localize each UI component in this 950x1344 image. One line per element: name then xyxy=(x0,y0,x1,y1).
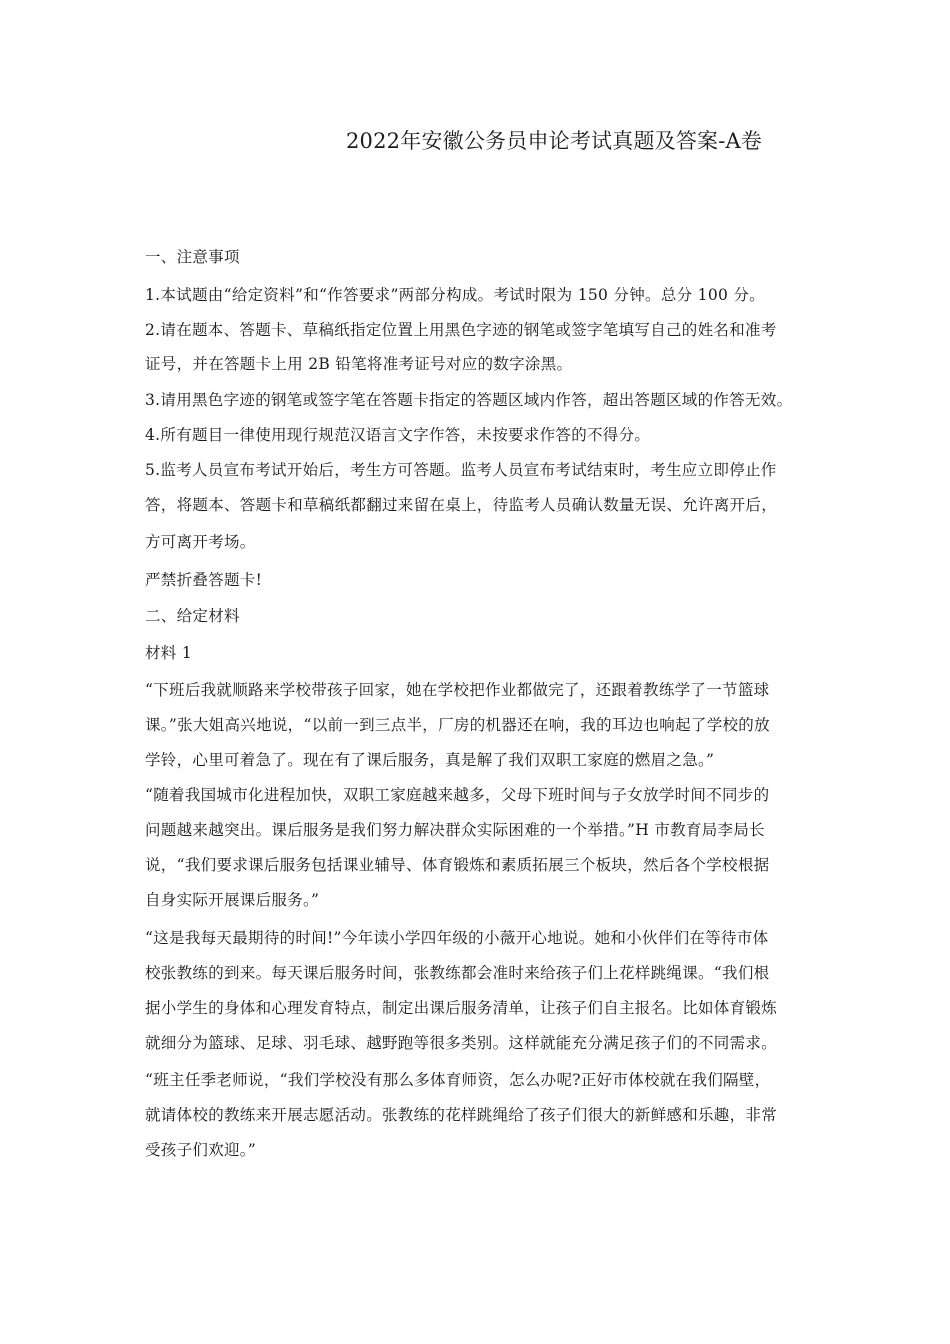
paragraph-line: 1.本试题由“给定资料”和“作答要求”两部分构成。考试时限为 150 分钟。总分 100 分。 xyxy=(145,286,765,304)
paragraph-line: 5.监考人员宣布考试开始后，考生方可答题。监考人员宣布考试结束时，考生应立即停止作 xyxy=(145,461,777,479)
paragraph-line: “下班后我就顺路来学校带孩子回家，她在学校把作业都做完了，还跟着教练学了一节篮球 xyxy=(145,681,770,699)
paragraph-line: 2.请在题本、答题卡、草稿纸指定位置上用黑色字迹的钢笔或签字笔填写自己的姓名和准考 xyxy=(145,321,777,339)
paragraph-line: 说，“我们要求课后服务包括课业辅导、体育锻炼和素质拓展三个板块，然后各个学校根据 xyxy=(145,856,770,874)
section-heading-notes: 一、注意事项 xyxy=(145,248,240,266)
paragraph-line: 自身实际开展课后服务。” xyxy=(145,891,320,909)
paragraph-line: “班主任季老师说，“我们学校没有那么多体育师资，怎么办呢?正好市体校就在我们隔壁， xyxy=(145,1071,771,1089)
paragraph-line: 4.所有题目一律使用现行规范汉语言文字作答，未按要求作答的不得分。 xyxy=(145,426,651,444)
paragraph-line: 严禁折叠答题卡! xyxy=(145,571,263,589)
paragraph-line: 据小学生的身体和心理发育特点，制定出课后服务清单，让孩子们自主报名。比如体育锻炼 xyxy=(145,999,778,1017)
paragraph-line: “这是我每天最期待的时间!”今年读小学四年级的小薇开心地说。她和小伙伴们在等待市体 xyxy=(145,929,769,947)
paragraph-line: 3.请用黑色字迹的钢笔或签字笔在答题卡指定的答题区域内作答，超出答题区域的作答无效。 xyxy=(145,391,793,409)
paragraph-line: “随着我国城市化进程加快，双职工家庭越来越多，父母下班时间与子女放学时间不同步的 xyxy=(145,786,770,804)
paragraph-line: 就细分为篮球、足球、羽毛球、越野跑等很多类别。这样就能充分满足孩子们的不同需求。 xyxy=(145,1034,778,1052)
document-title: 2022年安徽公务员申论考试真题及答案-A卷 xyxy=(346,129,763,153)
material-heading: 材料 1 xyxy=(145,644,192,662)
paragraph-line: 证号，并在答题卡上用 2B 铅笔将准考证号对应的数字涂黑。 xyxy=(145,355,573,373)
paragraph-line: 学铃，心里可着急了。现在有了课后服务，真是解了我们双职工家庭的燃眉之急。” xyxy=(145,751,715,769)
paragraph-line: 受孩子们欢迎。” xyxy=(145,1141,257,1159)
paragraph-line: 方可离开考场。 xyxy=(145,533,256,551)
paragraph-line: 就请体校的教练来开展志愿活动。张教练的花样跳绳给了孩子们很大的新鲜感和乐趣，非常 xyxy=(145,1106,778,1124)
paragraph-line: 问题越来越突出。课后服务是我们努力解决群众实际困难的一个举措。”H 市教育局李局长 xyxy=(145,821,765,839)
paragraph-line: 课。”张大姐高兴地说，“以前一到三点半，厂房的机器还在响，我的耳边也响起了学校的放 xyxy=(145,716,770,734)
paragraph-line: 答，将题本、答题卡和草稿纸都翻过来留在桌上，待监考人员确认数量无误、允许离开后， xyxy=(145,496,778,514)
section-heading-materials: 二、给定材料 xyxy=(145,607,240,625)
paragraph-line: 校张教练的到来。每天课后服务时间，张教练都会准时来给孩子们上花样跳绳课。“我们根 xyxy=(145,964,770,982)
